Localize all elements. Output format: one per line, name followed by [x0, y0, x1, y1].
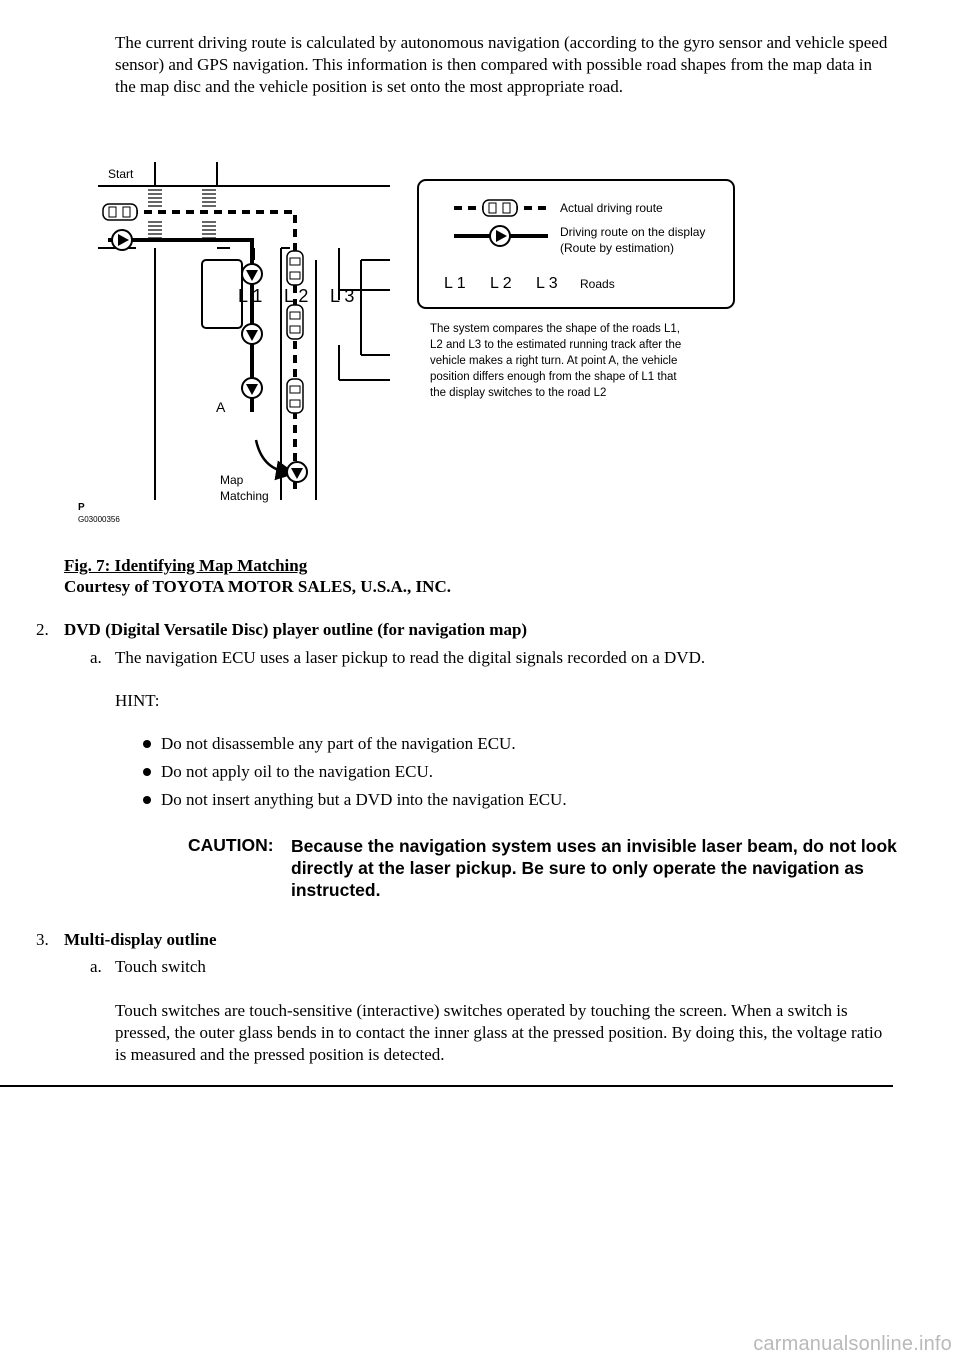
section-3-title: Multi-display outline: [64, 930, 217, 949]
bullet-icon: [143, 768, 151, 776]
legend-display-route: Driving route on the display: [560, 225, 706, 239]
bullet-icon: [143, 740, 151, 748]
map-matching-label: Map: [220, 473, 244, 487]
section-3-item-letter: a.: [90, 957, 102, 976]
position-marker-icon: [287, 462, 307, 482]
road-label-l1: L 1: [238, 286, 263, 306]
road-label-l3: L 3: [330, 286, 355, 306]
figure-ref-code: G03000356: [78, 515, 120, 524]
vehicle-icon: [103, 204, 137, 220]
estimated-route-line: [108, 240, 252, 412]
position-marker-icon: [242, 324, 262, 344]
caution-label: CAUTION:: [188, 835, 274, 855]
position-marker-icon: [242, 264, 262, 284]
vehicle-icon: [287, 379, 303, 413]
start-label: Start: [108, 167, 134, 181]
svg-text:position differs enough from t: position differs enough from the shape of L1 that: [430, 371, 677, 383]
hint-bullet: Do not insert anything but a DVD into the navigation ECU.: [161, 790, 567, 809]
svg-text:the display switches to the ro: the display switches to the road L2: [430, 387, 607, 399]
section-3-item-text: Touch switch: [115, 957, 206, 976]
hint-bullet: Do not disassemble any part of the navigation ECU.: [161, 734, 516, 753]
vehicle-icon: [287, 251, 303, 285]
legend-l2: L 2: [490, 275, 512, 292]
section-2-number: 2.: [36, 620, 49, 639]
svg-text:vehicle makes a right turn. At: vehicle makes a right turn. At point A, the vehicle: [430, 355, 678, 367]
vehicle-icon: [287, 305, 303, 339]
touch-switch-paragraph: Touch switches are touch-sensitive (interactive) switches operated by touching the screen. When a switch is pressed, the outer glass bends in to contact the inner glass at the pressed position. By doing this, the voltage ratio is measured and the pressed position is detected.: [115, 1001, 883, 1064]
hint-label: HINT:: [115, 691, 160, 710]
legend-display-route-note: (Route by estimation): [560, 241, 675, 255]
figure-caption-link[interactable]: Fig. 7: Identifying Map Matching: [64, 556, 308, 575]
legend-marker-icon: [490, 226, 510, 246]
figure-courtesy: Courtesy of TOYOTA MOTOR SALES, U.S.A., INC.: [64, 577, 451, 596]
road-label-l2: L 2: [284, 286, 309, 306]
map-matching-figure: [60, 150, 750, 530]
figure-description: [430, 323, 681, 399]
section-2-item-letter: a.: [90, 648, 102, 667]
figure-ref-letter: P: [78, 502, 85, 513]
section-2-item-text: The navigation ECU uses a laser pickup to read the digital signals recorded on a DVD.: [115, 648, 706, 667]
legend-actual-route: Actual driving route: [560, 201, 663, 215]
horizontal-rule: [0, 1085, 893, 1087]
legend-l3: L 3: [536, 275, 558, 292]
section-3-number: 3.: [36, 930, 49, 949]
position-marker-icon: [112, 230, 132, 250]
svg-text:The system compares the shape: The system compares the shape of the roads L1,: [430, 323, 680, 335]
legend-vehicle-icon: [483, 200, 517, 216]
intro-paragraph: The current driving route is calculated by autonomous navigation (according to the gyro sensor and vehicle speed sensor) and GPS navigation. This information is then compared with possible road shapes from the map data in the map disc and the vehicle position is set onto the most appropriate road.: [115, 33, 888, 96]
caution-text: Because the navigation system uses an invisible laser beam, do not look directly at the laser pickup. Be sure to only operate the navigation as instructed.: [291, 836, 897, 900]
position-marker-icon: [242, 378, 262, 398]
hint-bullet: Do not apply oil to the navigation ECU.: [161, 762, 433, 781]
point-a-label: A: [216, 399, 226, 415]
legend-l1: L 1: [444, 275, 466, 292]
bullet-icon: [143, 796, 151, 804]
map-matching-label: Matching: [220, 489, 269, 503]
watermark: carmanualsonline.info: [753, 1333, 952, 1355]
svg-text:L2 and L3 to the estimated run: L2 and L3 to the estimated running track after the: [430, 339, 682, 351]
legend-roads: Roads: [580, 277, 615, 291]
section-2-title: DVD (Digital Versatile Disc) player outline (for navigation map): [64, 620, 528, 639]
legend-box: [418, 180, 734, 308]
